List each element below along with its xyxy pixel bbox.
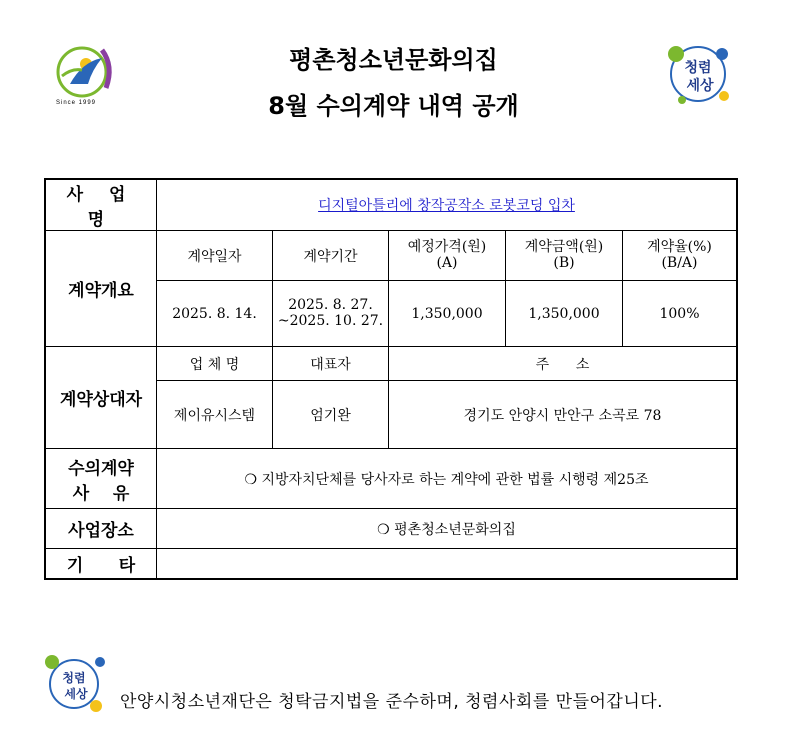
contract-ratio: 100% bbox=[623, 281, 738, 347]
reason-label-line2: 사 유 bbox=[72, 483, 130, 504]
party-label: 계약상대자 bbox=[45, 347, 157, 449]
clean-logo-top-text: 청렴 bbox=[684, 60, 712, 76]
header-ratio-line1: 계약율(%) bbox=[647, 239, 712, 256]
since-text: Since 1999 bbox=[56, 100, 97, 106]
header-est-price-line1: 예정가격(원) bbox=[407, 239, 487, 256]
header-representative: 대표자 bbox=[273, 347, 389, 381]
project-name-cell bbox=[157, 179, 738, 231]
site-value: ❍ 평촌청소년문화의집 bbox=[157, 509, 738, 549]
etc-value bbox=[157, 549, 738, 579]
contract-date: 2025. 8. 14. bbox=[157, 281, 273, 347]
header-contract-date: 계약일자 bbox=[157, 231, 273, 281]
contract-amount: 1,350,000 bbox=[506, 281, 623, 347]
contract-period bbox=[273, 281, 389, 347]
footer-clean-logo bbox=[44, 650, 108, 714]
reason-label-line1: 수의계약 bbox=[68, 458, 134, 479]
header-address: 주 소 bbox=[389, 347, 738, 381]
footer-logo-bottom-text: 세상 bbox=[64, 687, 88, 701]
project-label: 사 업 명 bbox=[45, 179, 157, 231]
header-amount-line2: (B) bbox=[553, 254, 575, 271]
company-name: 제이유시스템 bbox=[157, 381, 273, 449]
period-end: ~2025. 10. 27. bbox=[277, 312, 384, 329]
representative-name: 엄기완 bbox=[273, 381, 389, 449]
period-start: 2025. 8. 27. bbox=[288, 297, 373, 314]
header-est-price-line2: (A) bbox=[436, 254, 458, 271]
clean-logo-bottom-text: 세상 bbox=[686, 78, 714, 94]
company-address: 경기도 안양시 만안구 소곡로 78 bbox=[389, 381, 738, 449]
overview-label: 계약개요 bbox=[45, 231, 157, 347]
footer-statement: 안양시청소년재단은 청탁금지법을 준수하며, 청렴사회를 만들어갑니다. bbox=[120, 692, 664, 712]
reason-value: ❍ 지방자치단체를 당사자로 하는 계약에 관한 법률 시행령 제25조 bbox=[157, 449, 738, 509]
estimated-price: 1,350,000 bbox=[389, 281, 506, 347]
header-contract-period: 계약기간 bbox=[273, 231, 389, 281]
contract-table bbox=[44, 178, 738, 580]
etc-label: 기 타 bbox=[45, 549, 157, 579]
header-contract-ratio bbox=[623, 231, 738, 281]
header-estimated-price bbox=[389, 231, 506, 281]
header-amount-line1: 계약금액(원) bbox=[524, 239, 604, 256]
header-company: 업 체 명 bbox=[157, 347, 273, 381]
clean-world-logo bbox=[664, 40, 734, 108]
page-title-line1: 평촌청소년문화의집 bbox=[289, 46, 498, 74]
reason-label bbox=[45, 449, 157, 509]
header-ratio-line2: (B/A) bbox=[661, 254, 698, 271]
page-title-line2: 8월 수의계약 내역 공개 bbox=[268, 92, 519, 120]
footer-logo-top-text: 청렴 bbox=[62, 671, 86, 685]
project-name-link[interactable]: 디지털아틀리에 창작공작소 로봇코딩 입차 bbox=[318, 198, 575, 214]
header-contract-amount bbox=[506, 231, 623, 281]
site-label: 사업장소 bbox=[45, 509, 157, 549]
